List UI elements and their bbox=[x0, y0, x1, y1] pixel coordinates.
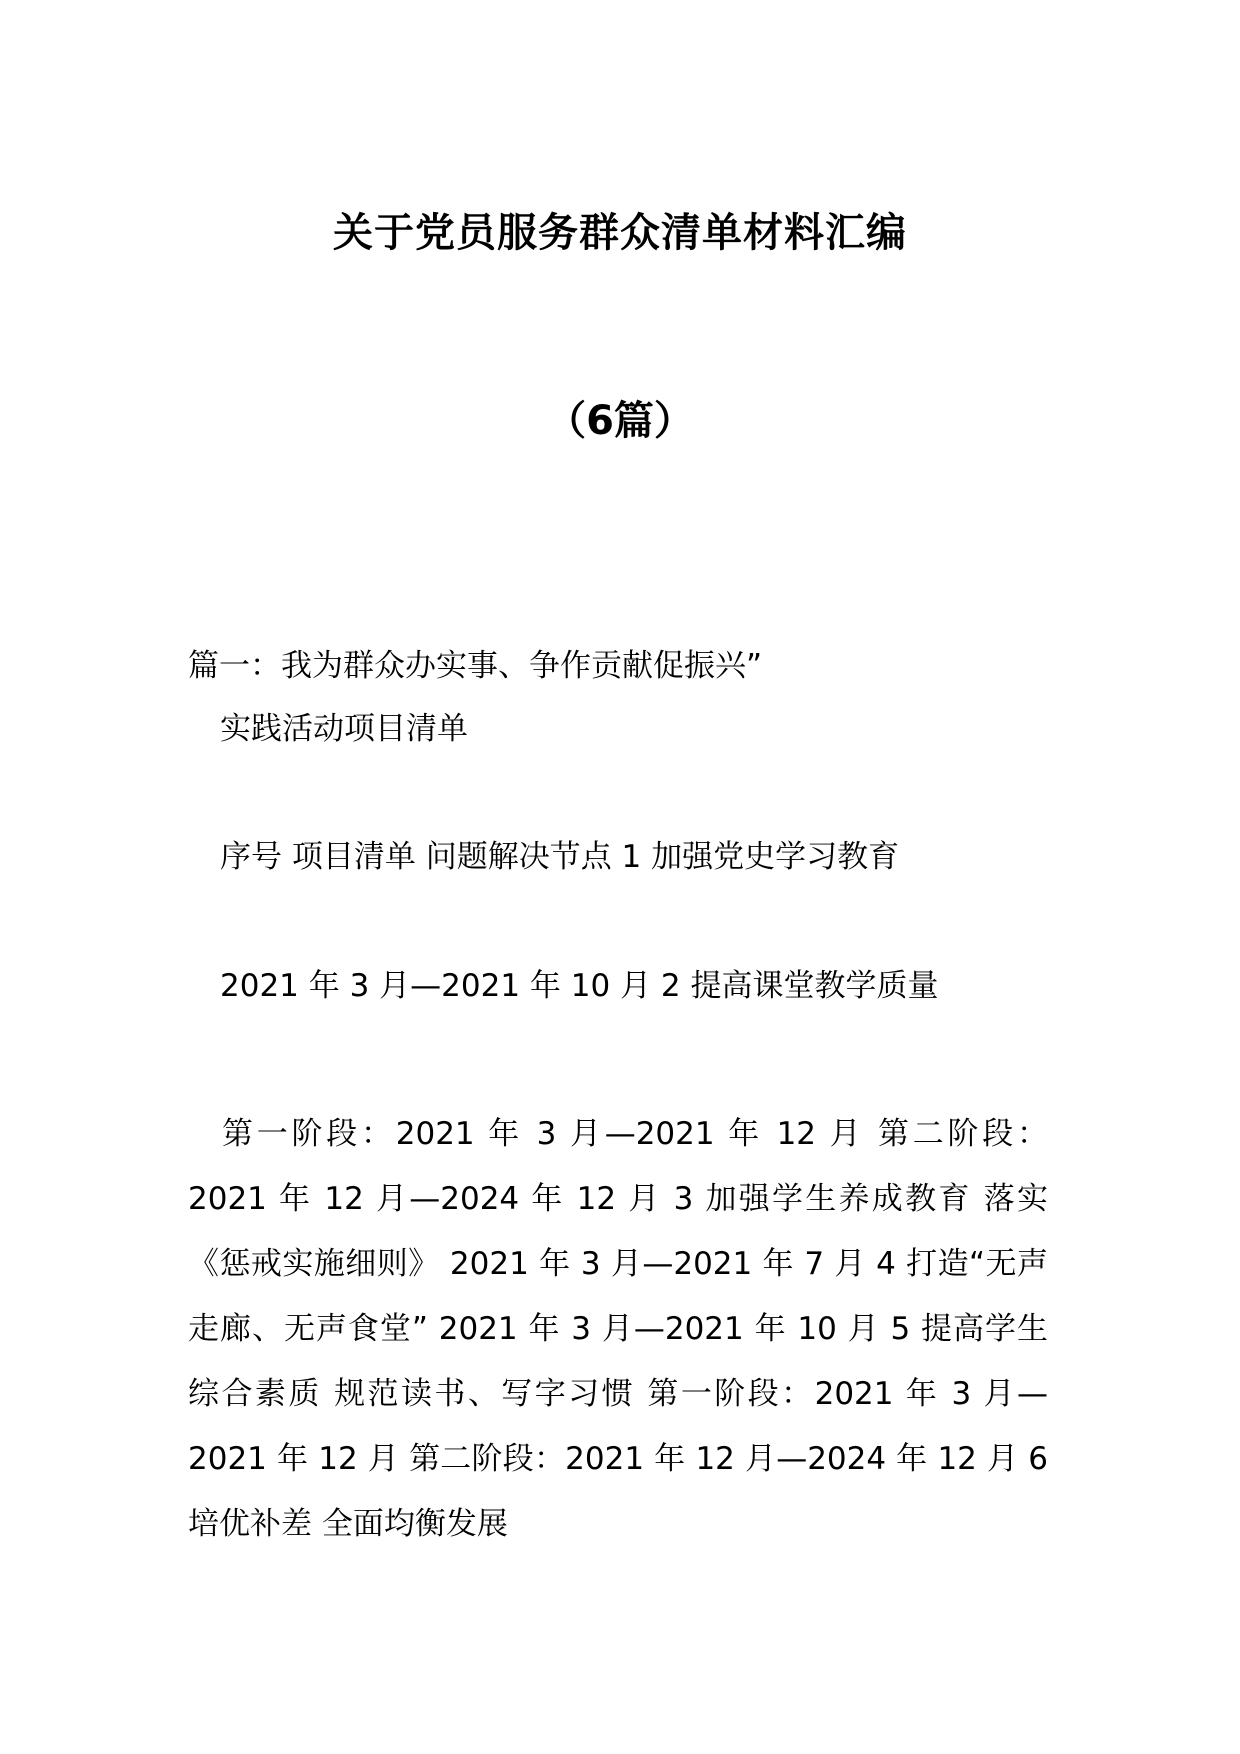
paragraph-3: 第一阶段：2021 年 3 月—2021 年 12 月 第二阶段：2021 年 12 月—2024 年 12 月 3 加强学生养成教育 落实《惩戒实施细则》 2021 年 3 月—2021 年 7 月 4 打造“无声走廊、无声食堂” 2021 年 3 月—2021 年 10 月 5 提高学生综合素质 规范读书、写字习惯 第一阶段：2021 年 3 月—2021 年 12 月 第二阶段：2021 年 12 月—2024 年 12 月 6 培优补差 全面均衡发展 bbox=[188, 1116, 1048, 1542]
document-subtitle: （6篇） bbox=[546, 398, 694, 444]
paragraph-2: 2021 年 3 月—2021 年 10 月 2 提高课堂教学质量 bbox=[220, 968, 939, 1004]
section-heading-line-1: 篇一：我为群众办实事、争作贡献促振兴” bbox=[188, 648, 763, 684]
paragraph-1: 序号 项目清单 问题解决节点 1 加强党史学习教育 bbox=[220, 839, 900, 875]
document-title: 关于党员服务群众清单材料汇编 bbox=[333, 210, 907, 256]
section-heading-line-2: 实践活动项目清单 bbox=[220, 711, 468, 747]
